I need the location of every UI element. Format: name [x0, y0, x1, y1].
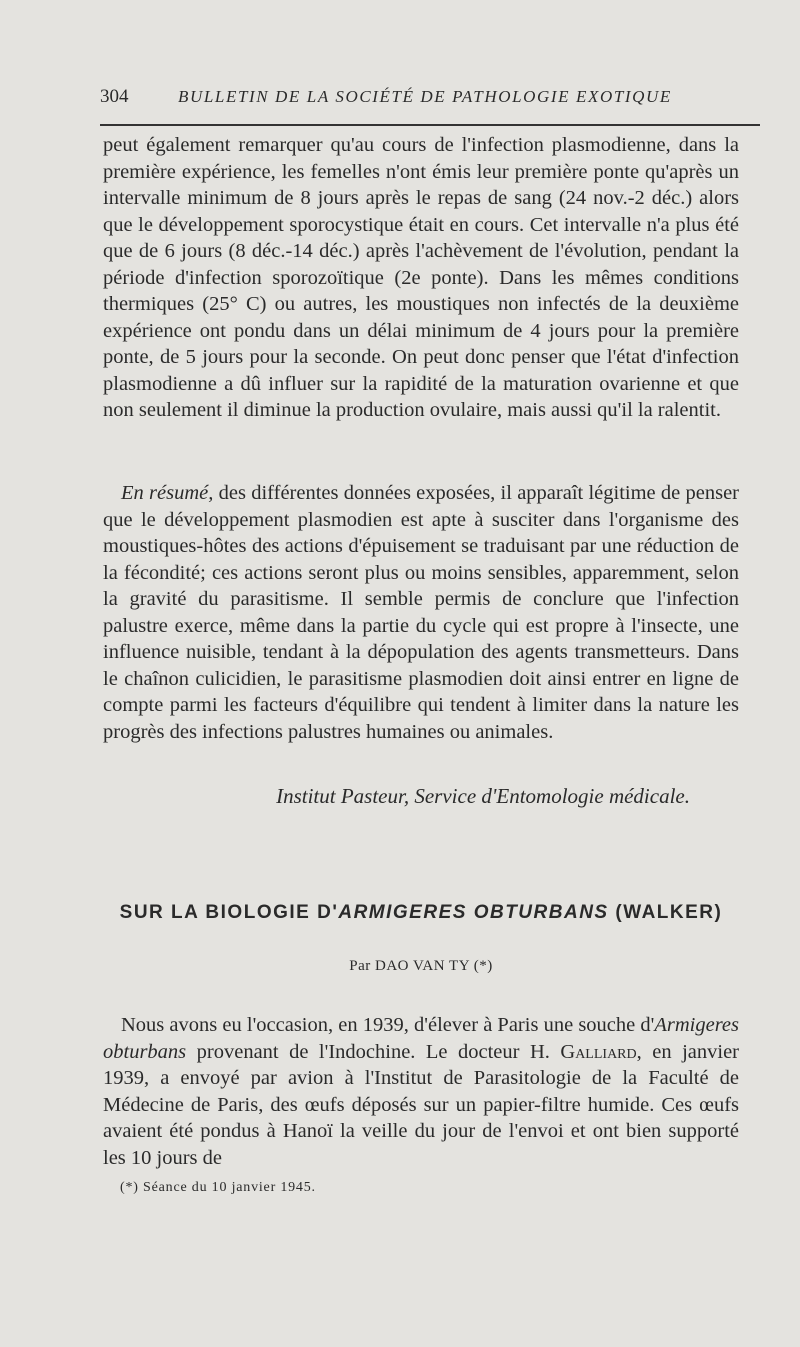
- p-end: , en janvier 1939, a envoyé par avion à l'Institut de Parasitologie de la Faculté de Médecine de Paris, des œufs déposés sur un papier-filtre humide. Ces œufs avaient été pondus à Hanoï la veille du jour de l'envoi et ont bien supporté les 10 jours de: [103, 1040, 740, 1169]
- page-number: 304: [100, 86, 129, 107]
- p-start: Nous avons eu l'occasion, en 1939, d'élever à Paris une souche d': [121, 1014, 655, 1036]
- footnote: (*) Séance du 10 janvier 1945.: [120, 1180, 316, 1195]
- title-species: ARMIGERES OBTURBANS: [338, 902, 609, 923]
- paragraph-2: [103, 480, 739, 745]
- page-header: [100, 86, 760, 114]
- article-title: [103, 902, 739, 924]
- title-suffix: (WALKER): [608, 902, 723, 923]
- p-species: Armigeres obturbans: [103, 1014, 739, 1063]
- header-rule: [100, 124, 760, 126]
- running-title: BULLETIN DE LA SOCIÉTÉ DE PATHOLOGIE EXOTIQUE: [178, 87, 672, 106]
- author-byline: Par DAO VAN TY (*): [349, 958, 493, 974]
- continued-paragraph: [103, 132, 739, 424]
- summary-paragraph-block: [103, 480, 739, 745]
- paragraph-1: peut également remarquer qu'au cours de l'infection plasmodienne, dans la première expérience, les femelles n'ont émis leur première ponte qu'après un intervalle minimum de 8 jours après le repas de sang (24 nov.-2 déc.) alors que le développement sporocystique était en cours. Cet intervalle n'a plus été que de 6 jours (8 déc.-14 déc.) après l'achèvement de l'évolution, pendant la période d'infection sporozoïtique (2e ponte). Dans les mêmes conditions thermiques (25° C) ou autres, les moustiques non infectés de la deuxième expérience ont pondu dans un délai minimum de 4 jours pour la première ponte, de 5 jours pour la seconde. On peut donc penser que l'état d'infection plasmodienne a dû influer sur la rapidité de la maturation ovarienne et que non seulement il diminue la production ovulaire, mais aussi qu'il la ralentit.: [103, 134, 739, 421]
- p-mid: provenant de l'Indochine. Le docteur H.: [186, 1040, 561, 1063]
- title-prefix: SUR LA BIOLOGIE D': [119, 902, 339, 923]
- summary-lead: En résumé,: [121, 482, 214, 504]
- article-paragraph-1: [103, 1012, 739, 1171]
- institution-signature: Institut Pasteur, Service d'Entomologie médicale.: [276, 784, 690, 808]
- p-name: Galliard: [560, 1040, 637, 1063]
- summary-text: des différentes données exposées, il apparaît légitime de penser que le développement plasmodien est apte à susciter dans l'organisme des moustiques-hôtes des actions d'épuisement se traduisant par une réduction de la fécondité; ces actions seront plus ou moins sensibles, apparemment, selon la gravité du parasitisme. Il semble permis de conclure que l'infection palustre exerce, même dans la partie du cycle qui est propre à l'insecte, une influence nuisible, tendant à la dépopulation des agents transmetteurs. Dans le chaînon culicidien, le parasitisme plasmodien doit ainsi entrer en ligne de compte parmi les facteurs d'équilibre qui tendent à limiter dans la nature les progrès des infections palustres humaines ou animales.: [103, 482, 740, 743]
- article-paragraph-block: [103, 1012, 739, 1171]
